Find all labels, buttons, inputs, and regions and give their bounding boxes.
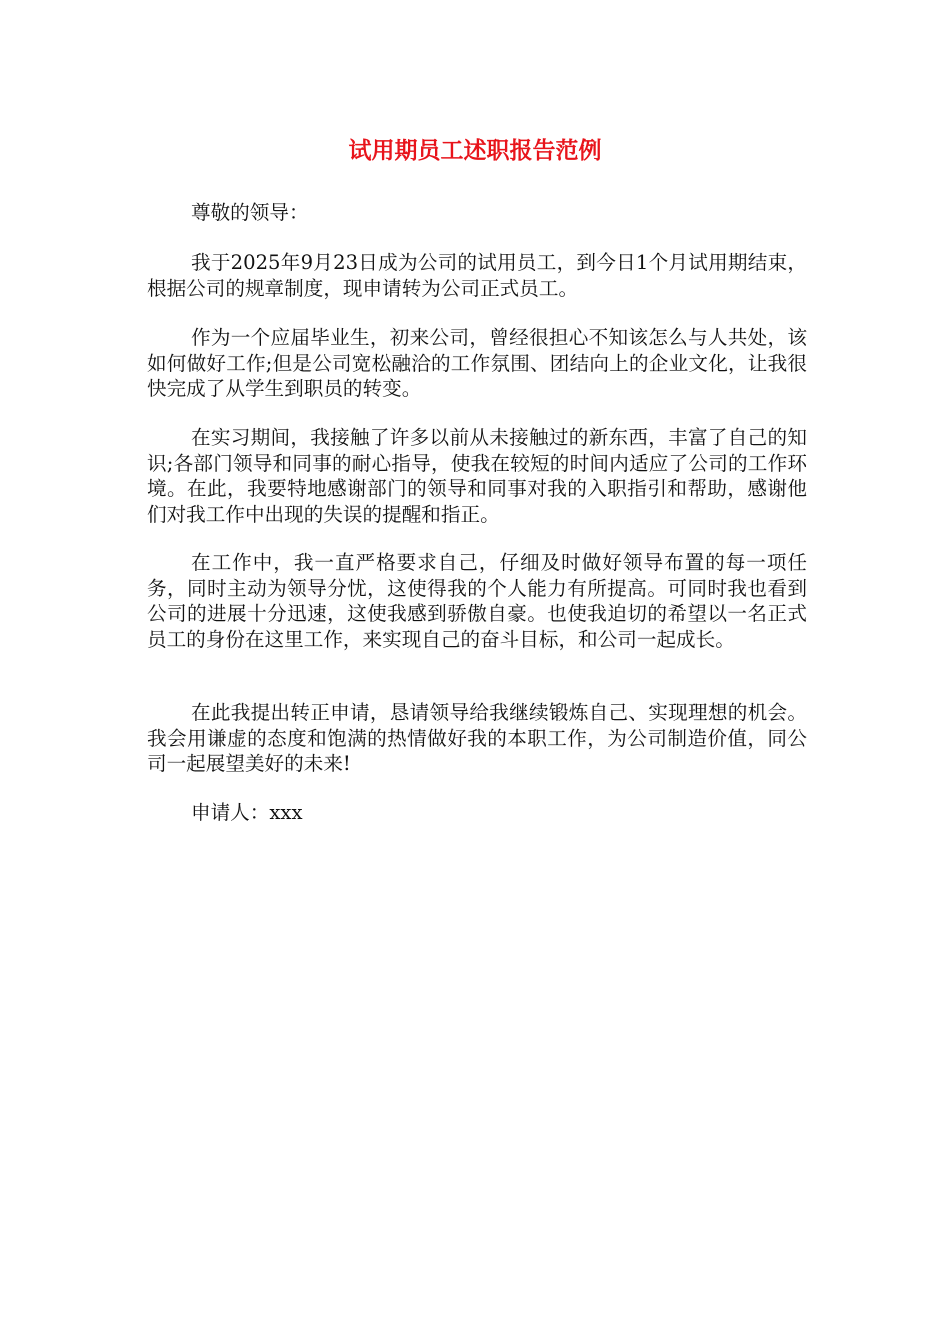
signature-line: 申请人：xxx: [191, 801, 303, 824]
paragraph-1: 我于2025年9月23日成为公司的试用员工，到今日1个月试用期结束，根据公司的规章制度，现申请转为公司正式员工。: [147, 251, 807, 300]
paragraph-2: 作为一个应届毕业生，初来公司，曾经很担心不知该怎么与人共处，该如何做好工作;但是公司宽松融洽的工作氛围、团结向上的企业文化，让我很快完成了从学生到职员的转变。: [147, 326, 807, 400]
document-title: 试用期员工述职报告范例: [348, 138, 602, 164]
salutation: 尊敬的领导：: [191, 201, 309, 224]
paragraph-4: 在工作中，我一直严格要求自己，仔细及时做好领导布置的每一项任务，同时主动为领导分忧，这使得我的个人能力有所提高。可同时我也看到公司的进展十分迅速，这使我感到骄傲自豪。也使我迫切的希望以一名正式员工的身份在这里工作，来实现自己的奋斗目标，和公司一起成长。: [147, 551, 807, 651]
paragraph-5: 在此我提出转正申请，恳请领导给我继续锻炼自己、实现理想的机会。我会用谦虚的态度和饱满的热情做好我的本职工作，为公司制造价值，同公司一起展望美好的未来!: [147, 701, 807, 775]
paragraph-3: 在实习期间，我接触了许多以前从未接触过的新东西，丰富了自己的知识;各部门领导和同事的耐心指导，使我在较短的时间内适应了公司的工作环境。在此，我要特地感谢部门的领导和同事对我的入职指引和帮助，感谢他们对我工作中出现的失误的提醒和指正。: [147, 426, 807, 526]
